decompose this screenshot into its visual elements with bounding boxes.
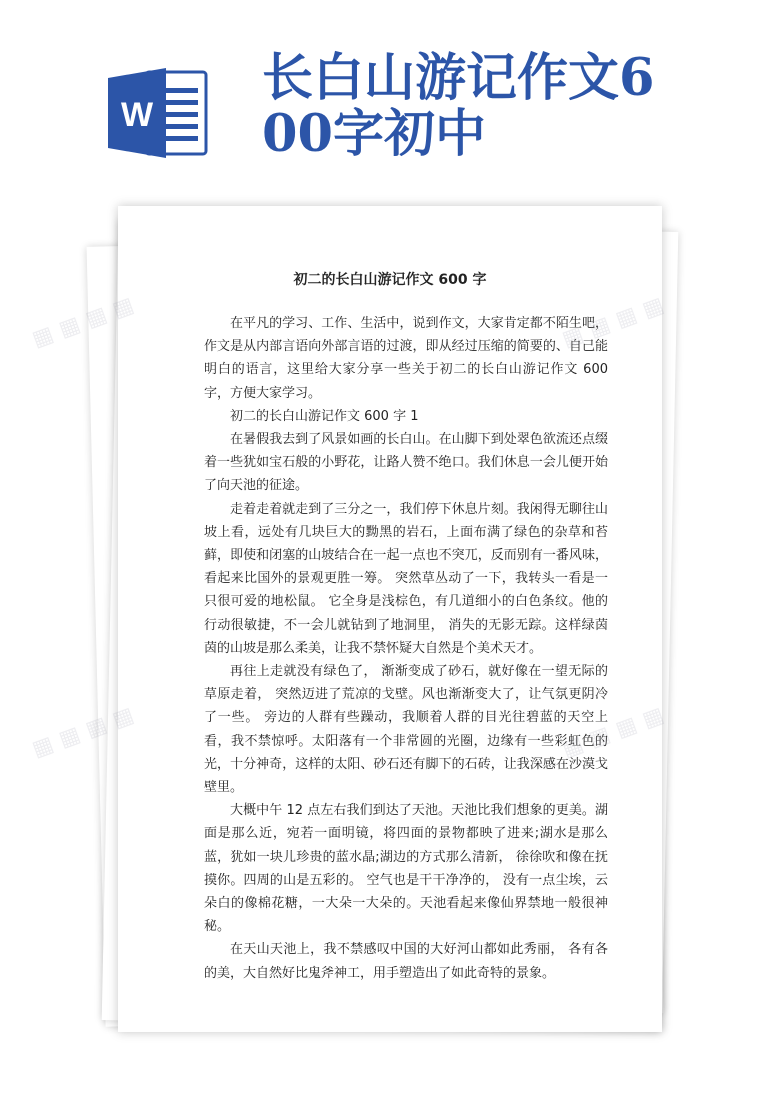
page-title <box>262 50 762 162</box>
page-title-line-2: 00字初中 <box>262 104 486 164</box>
document-page <box>118 206 662 1032</box>
paragraph: 再往上走就没有绿色了， 渐渐变成了砂石，就好像在一望无际的草原走着， 突然迈进了荒凉的戈壁。风也渐渐变大了，让气氛更阴冷了一些。 旁边的人群有些躁动，我顺着人群的目光往碧蓝的天空上看，我不禁惊呼。太阳落有一个非常圆的光圈，边缘有一些彩虹色的光，十分神奇，这样的太阳、砂石还有脚下的石砖，让我深感在沙漠戈壁里。 <box>204 664 608 796</box>
paragraph: 在天山天池上，我不禁感叹中国的大好河山都如此秀丽， 各有各的美，大自然好比鬼斧神工，用手塑造出了如此奇特的景象。 <box>204 942 608 981</box>
section-heading: 初二的长白山游记作文 600 字 1 <box>230 408 419 424</box>
paragraph: 在平凡的学习、工作、生活中，说到作文，大家肯定都不陌生吧，作文是从内部言语向外部言语的过渡，即从经过压缩的简要的、自己能明白的语言，这里给大家分享一些关于初二的长白山游记作文 600字，方便大家学习。 <box>204 316 608 401</box>
svg-text:W: W <box>120 96 154 134</box>
word-icon <box>108 66 208 160</box>
paragraph: 大概中午 12 点左右我们到达了天池。天池比我们想象的更美。湖面是那么近，宛若一面明镜，将四面的景物都映了进来;湖水是那么蓝，犹如一块儿珍贵的蓝水晶;湖边的方式那么清新， 徐徐吹和像在抚摸你。四周的山是五彩的。 空气也是干干净净的， 没有一点尘埃，云朵白的像棉花糖，一大朵一大朵的。天池看起来像仙界禁地一般很神秘。 <box>204 803 608 935</box>
document-body <box>204 312 608 985</box>
paragraph: 走着走着就走到了三分之一，我们停下休息片刻。我闲得无聊往山坡上看，远处有几块巨大的黝黑的岩石，上面布满了绿色的杂草和苔藓，即使和闭塞的山坡结合在一起一点也不突兀，反而别有一番风味，看起来比国外的景观更胜一筹。 突然草丛动了一下，我转头一看是一只很可爱的地松鼠。 它全身是浅棕色，有几道细小的白色条纹。他的行动很敏捷，不一会儿就钻到了地洞里， 消失的无影无踪。这样绿茵茵的山坡是那么柔美，让我不禁怀疑大自然是个美术天才。 <box>204 501 608 656</box>
page-title-line-1: 长白山游记作文6 <box>262 48 655 108</box>
watermark: ▦ ▦ ▦ ▦ <box>28 292 138 353</box>
document-heading: 初二的长白山游记作文 600 字 <box>293 272 487 288</box>
paragraph: 在暑假我去到了风景如画的长白山。在山脚下到处翠色欲流还点缀着一些犹如宝石般的小野花，让路人赞不绝口。我们休息一会儿便开始了向天池的征途。 <box>204 432 608 494</box>
watermark: ▦ ▦ ▦ ▦ <box>28 702 138 763</box>
